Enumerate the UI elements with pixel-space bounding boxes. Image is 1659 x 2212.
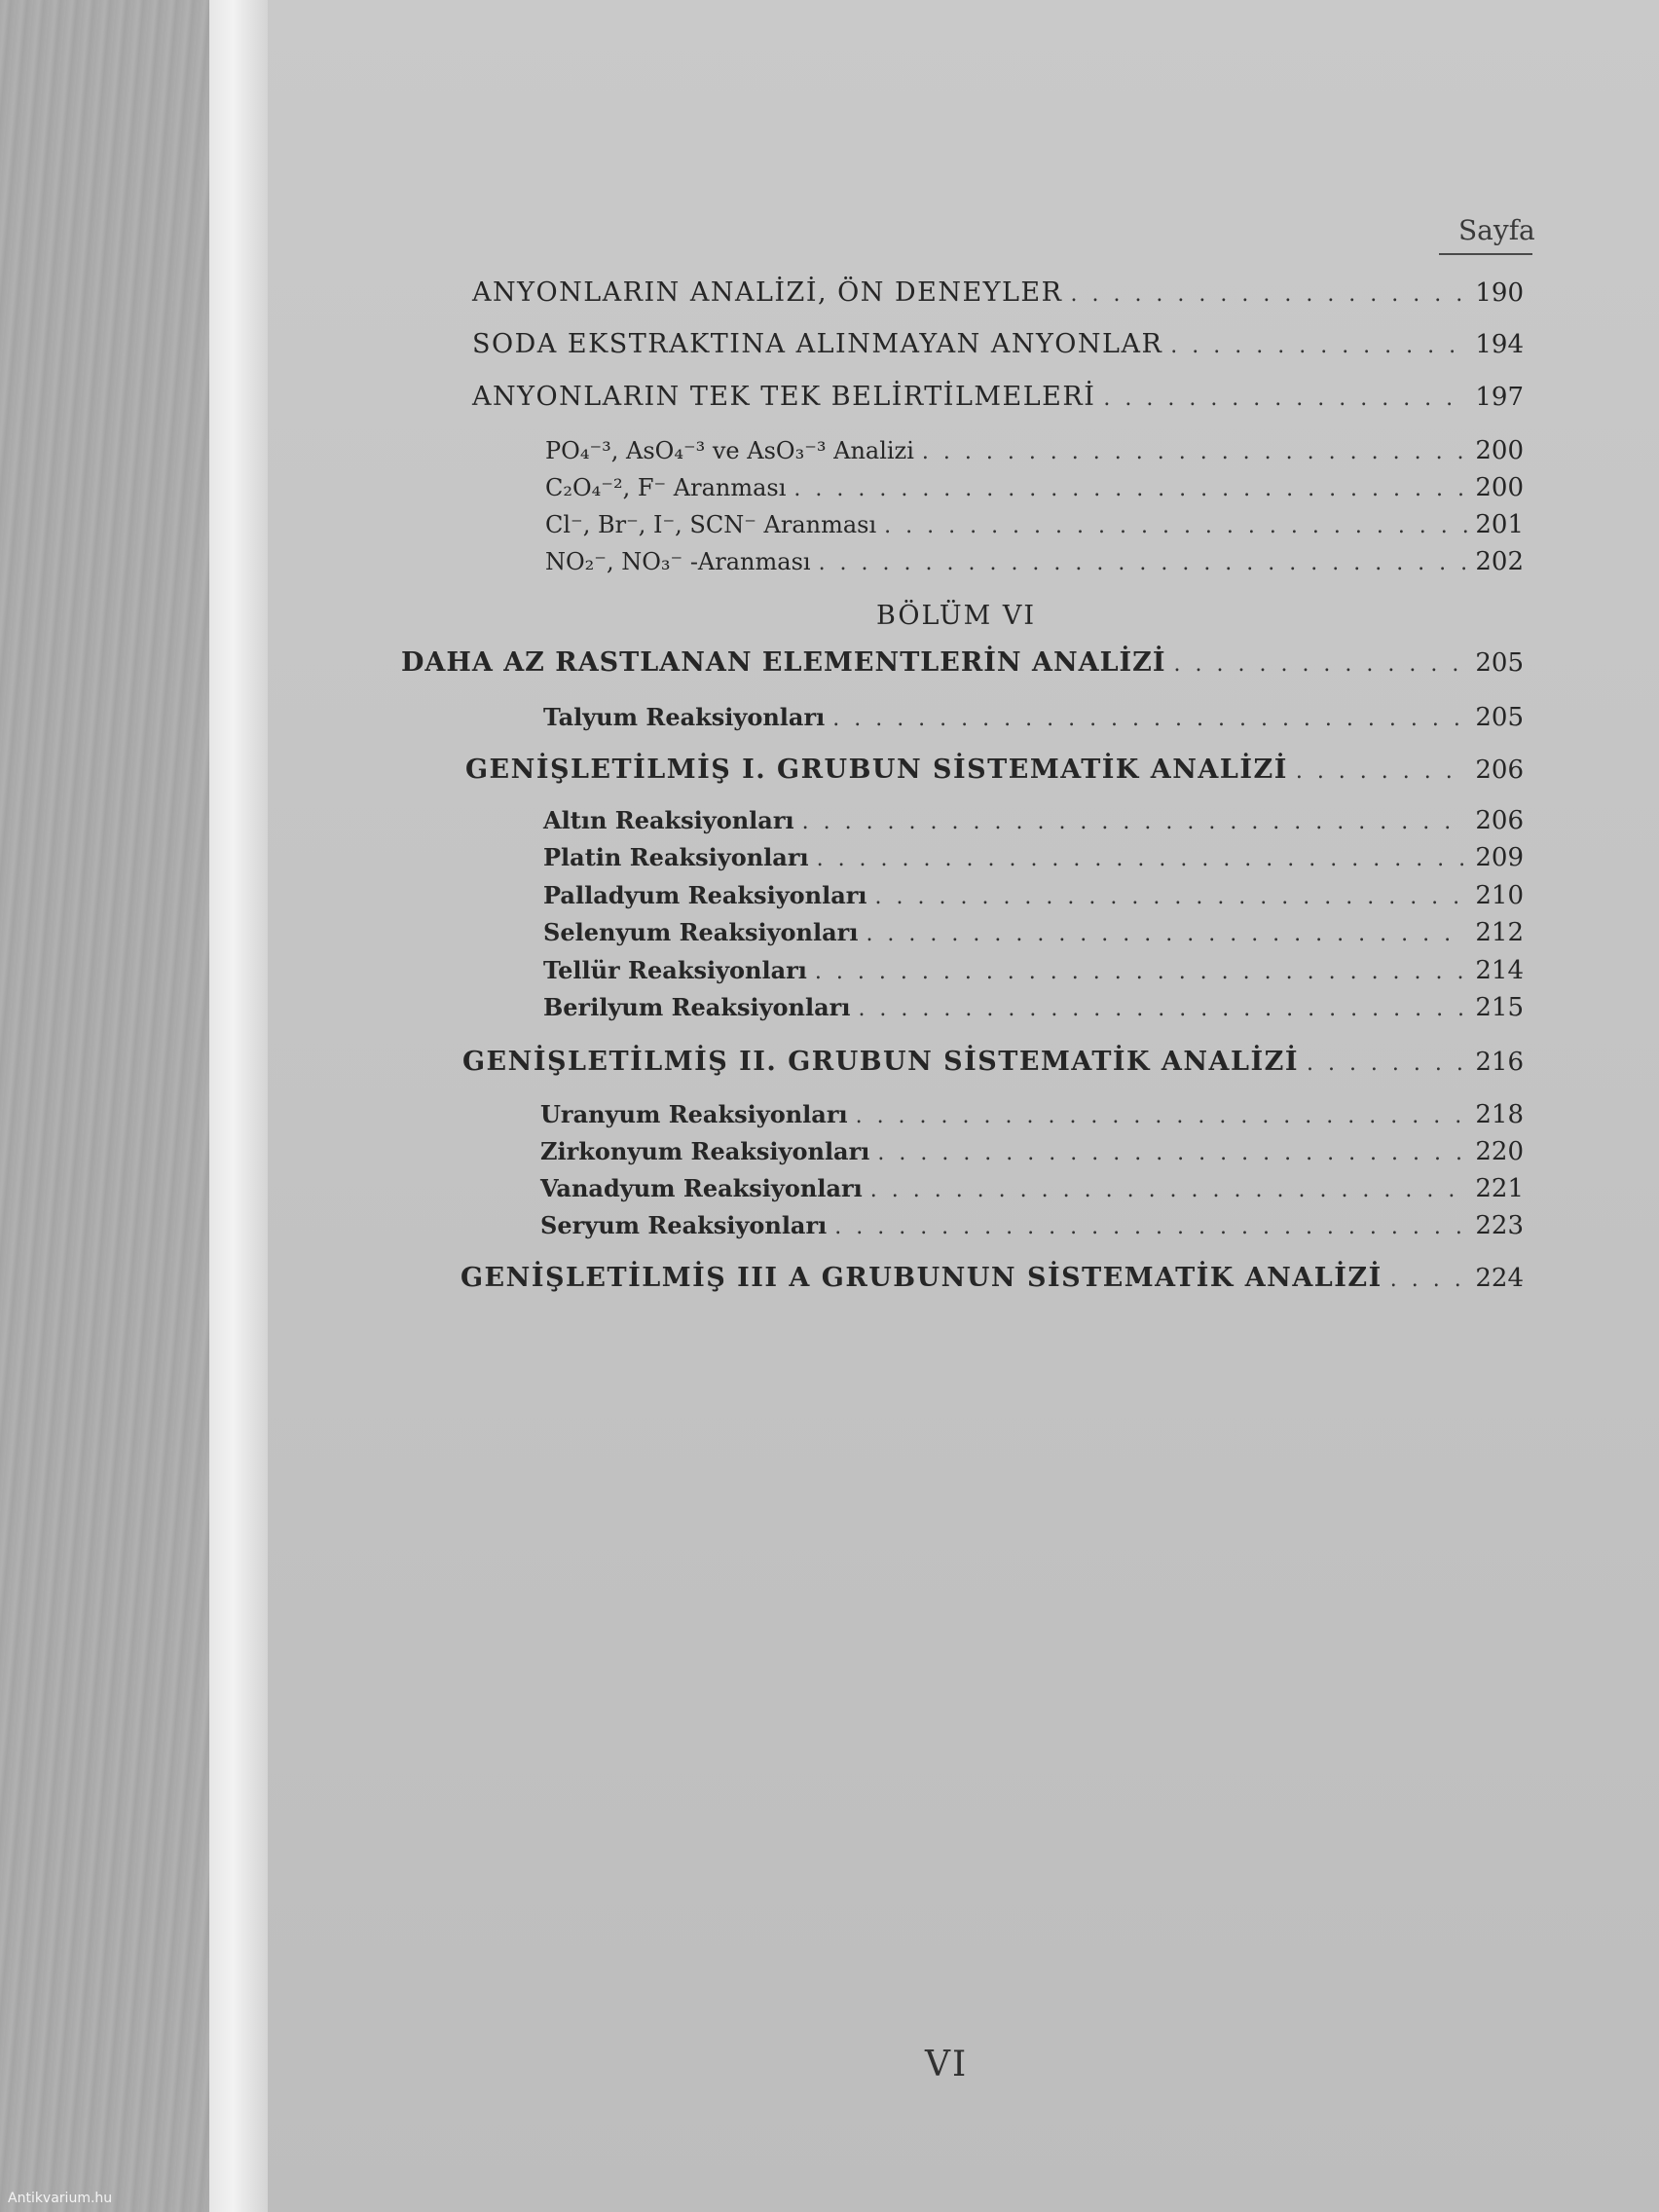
toc-entry-page: 205 xyxy=(1475,703,1524,732)
toc-entry-title: SODA EKSTRAKTINA ALINMAYAN ANYONLAR xyxy=(472,329,1163,359)
toc-entry-page: 201 xyxy=(1475,510,1524,539)
page-column-label: Sayfa xyxy=(1458,214,1535,246)
toc-leader xyxy=(1170,334,1467,358)
toc-entry-page: 221 xyxy=(1475,1174,1524,1203)
toc-entry-page: 194 xyxy=(1475,330,1524,359)
toc-entry-page: 218 xyxy=(1475,1100,1524,1129)
toc-entry-page: 200 xyxy=(1475,436,1524,465)
toc-leader xyxy=(802,810,1468,834)
toc-entry-title: Talyum Reaksiyonları xyxy=(543,703,826,731)
toc-entry-title: ANYONLARIN ANALİZİ, ÖN DENEYLER xyxy=(472,277,1063,308)
toc-leader xyxy=(1174,652,1468,677)
toc-entry xyxy=(545,510,1524,539)
toc-entry xyxy=(543,843,1524,872)
toc-entry xyxy=(545,473,1524,502)
toc-entry-page: 205 xyxy=(1475,648,1524,678)
toc-entry xyxy=(545,436,1524,465)
toc-entry xyxy=(543,806,1524,835)
toc-leader xyxy=(870,1178,1468,1202)
toc-entry xyxy=(401,647,1524,678)
toc-leader xyxy=(1296,759,1468,784)
toc-leader xyxy=(832,707,1467,731)
toc-entry-page: 210 xyxy=(1475,881,1524,910)
toc-entry-page: 220 xyxy=(1475,1137,1524,1166)
toc-entry-title: GENİŞLETİLMİŞ I. GRUBUN SİSTEMATİK ANALİZİ xyxy=(465,755,1288,785)
toc-entry-page: 215 xyxy=(1475,993,1524,1022)
toc-entry-page: 202 xyxy=(1475,547,1524,576)
toc-leader xyxy=(1070,282,1467,307)
toc-leader xyxy=(815,960,1467,984)
toc-entry-title: Zirkonyum Reaksiyonları xyxy=(540,1137,870,1165)
toc-entry-page: 197 xyxy=(1475,383,1524,412)
toc-entry-title: GENİŞLETİLMİŞ II. GRUBUN SİSTEMATİK ANALİZİ xyxy=(462,1047,1299,1077)
toc-leader xyxy=(875,885,1468,909)
toc-entry xyxy=(540,1211,1524,1240)
toc-entry xyxy=(540,1100,1524,1129)
toc-entry xyxy=(543,993,1524,1022)
toc-entry-page: 206 xyxy=(1475,806,1524,835)
toc-entry xyxy=(472,382,1524,412)
toc-entry-title: Uranyum Reaksiyonları xyxy=(540,1100,848,1128)
toc-entry-title: Altın Reaksiyonları xyxy=(543,806,794,834)
toc-entry xyxy=(543,703,1524,732)
toc-entry-title: Cl⁻, Br⁻, I⁻, SCN⁻ Aranması xyxy=(545,511,877,538)
toc-leader xyxy=(922,440,1467,464)
toc-entry xyxy=(540,1174,1524,1203)
toc-entry-title: Palladyum Reaksiyonları xyxy=(543,881,867,909)
toc-entry-title: DAHA AZ RASTLANAN ELEMENTLERİN ANALİZİ xyxy=(401,647,1166,678)
toc-entry xyxy=(472,277,1524,308)
toc-entry-title: Vanadyum Reaksiyonları xyxy=(540,1174,863,1202)
toc-leader xyxy=(834,1215,1467,1239)
toc-leader xyxy=(793,477,1467,501)
toc-entry-page: 212 xyxy=(1475,918,1524,947)
background-surface xyxy=(0,0,209,2212)
toc-entry xyxy=(462,1047,1524,1077)
toc-entry-title: Seryum Reaksiyonları xyxy=(540,1211,828,1239)
page-column-rule xyxy=(1439,253,1532,255)
toc-entry-page: 190 xyxy=(1475,278,1524,308)
toc-entry xyxy=(465,755,1524,785)
toc-entry xyxy=(540,1137,1524,1166)
toc-entry xyxy=(543,918,1524,947)
toc-entry xyxy=(545,547,1524,576)
toc-leader xyxy=(856,1104,1468,1128)
toc-entry-title: PO₄⁻³, AsO₄⁻³ ve AsO₃⁻³ Analizi xyxy=(545,437,914,464)
toc-leader xyxy=(858,997,1467,1021)
toc-entry-title: C₂O₄⁻², F⁻ Aranması xyxy=(545,474,787,501)
toc-entry-title: NO₂⁻, NO₃⁻ -Aranması xyxy=(545,548,811,575)
toc-entry-page: 209 xyxy=(1475,843,1524,872)
toc-leader xyxy=(817,847,1468,871)
page-number: VI xyxy=(925,2045,969,2084)
toc-entry xyxy=(461,1263,1524,1293)
toc-entry xyxy=(543,881,1524,910)
toc-entry-page: 224 xyxy=(1475,1264,1524,1293)
toc-entry-title: Berilyum Reaksiyonları xyxy=(543,993,851,1021)
toc-entry-title: Tellür Reaksiyonları xyxy=(543,956,807,984)
toc-leader xyxy=(877,1141,1467,1165)
toc-leader xyxy=(884,514,1467,538)
toc-entry xyxy=(543,956,1524,985)
toc-leader xyxy=(1307,1051,1467,1076)
page-edge xyxy=(209,0,268,2212)
toc-leader xyxy=(819,551,1468,575)
toc-entry-page: 214 xyxy=(1475,956,1524,985)
toc-leader xyxy=(866,922,1467,946)
toc-entry-title: ANYONLARIN TEK TEK BELİRTİLMELERİ xyxy=(472,382,1096,412)
toc-entry-title: GENİŞLETİLMİŞ III A GRUBUNUN SİSTEMATİK ANALİZİ xyxy=(461,1263,1382,1293)
toc-entry-title: Platin Reaksiyonları xyxy=(543,843,809,871)
section-heading: BÖLÜM VI xyxy=(876,601,1037,631)
toc-entry-page: 206 xyxy=(1475,756,1524,785)
toc-entry-page: 216 xyxy=(1475,1048,1524,1077)
toc-leader xyxy=(1103,387,1467,411)
toc-leader xyxy=(1390,1268,1468,1292)
watermark-text: Antikvarium.hu xyxy=(8,2191,113,2206)
toc-entry-page: 200 xyxy=(1475,473,1524,502)
toc-entry xyxy=(472,329,1524,359)
toc-entry-title: Selenyum Reaksiyonları xyxy=(543,918,859,946)
toc-entry-page: 223 xyxy=(1475,1211,1524,1240)
